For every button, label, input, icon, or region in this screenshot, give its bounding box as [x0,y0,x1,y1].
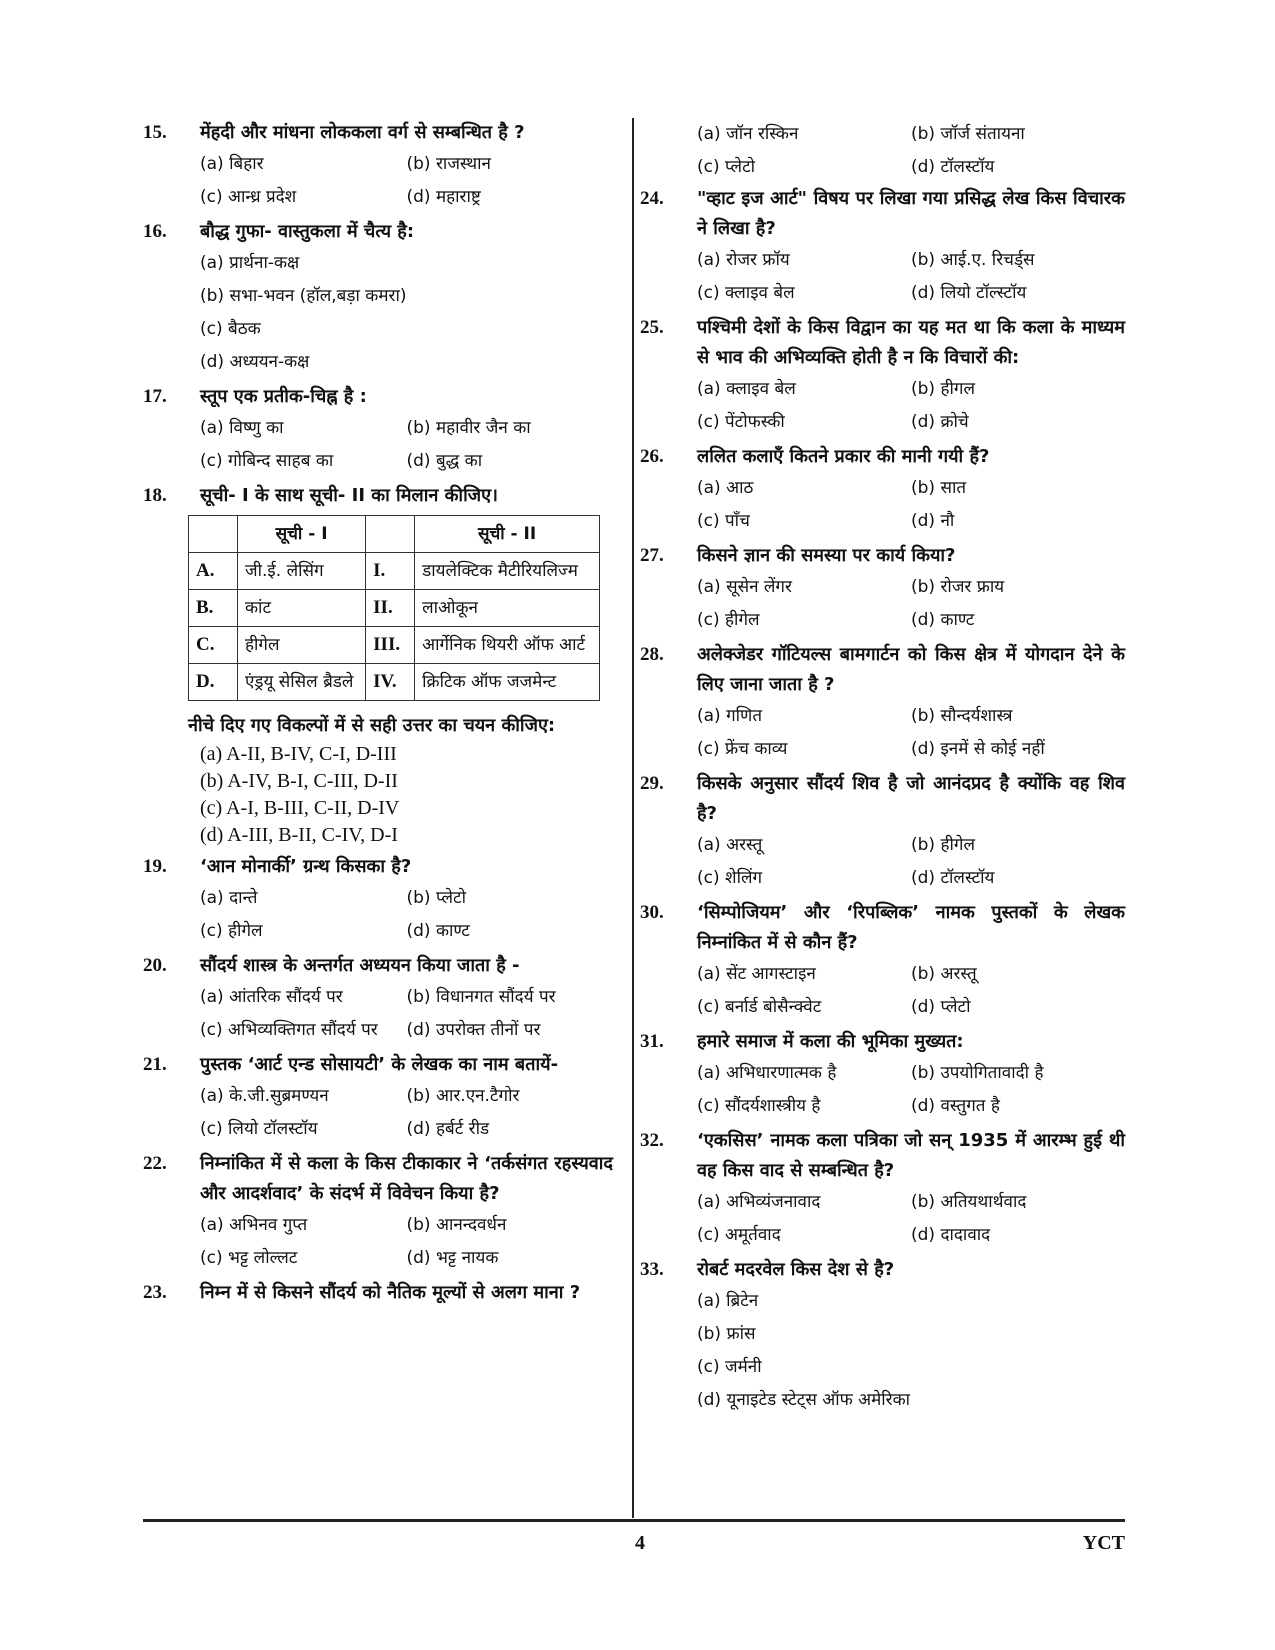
option: (d) टॉलस्टॉय [911,157,995,177]
option-row [200,412,613,445]
question-22 [143,1149,613,1275]
question-28 [640,640,1125,766]
option: (a) क्लाइव बेल [697,379,796,399]
question-18 [143,481,613,849]
row-item: कांट [238,590,366,627]
question-30 [640,898,1125,1024]
option-row [200,768,613,795]
option: (d) A-III, B-II, C-IV, D-I [200,824,398,846]
option: (b) सौन्दर्यशास्त्र [911,706,1013,726]
option: (a) आठ [697,478,754,498]
row-match: आर्गेनिक थियरी ऑफ आर्ट [415,627,600,664]
question-number: 30. [640,902,664,923]
option: (d) काण्ट [911,610,975,630]
match-row [189,664,600,701]
options [200,412,613,478]
question-number: 25. [640,317,664,338]
options [697,373,1125,439]
brand-label: YCT [1082,1532,1125,1554]
option: (c) शेलिंग [697,868,763,888]
option: (a) A-II, B-IV, C-I, D-III [200,743,397,765]
option: (d) क्रोचे [911,412,969,432]
question-32 [640,1126,1125,1252]
question-number: 33. [640,1259,664,1280]
option: (b) उपयोगितावादी है [911,1063,1044,1083]
row-roman: I. [366,553,415,590]
options [697,571,1125,637]
option: (c) हीगेल [200,921,263,941]
question-20 [143,951,613,1047]
options [697,958,1125,1024]
option: (a) अभिधारणात्मक है [697,1063,837,1083]
left-questions-top [143,118,613,478]
question-number: 19. [143,856,167,877]
option: (a) अरस्तू [697,835,763,855]
option: (d) नौ [911,511,955,531]
option: (b) फ्रांस [697,1324,756,1344]
question-29 [640,769,1125,895]
match-row [189,553,600,590]
options [200,1209,613,1275]
option: (a) बिहार [200,154,264,174]
option-row [200,1014,613,1047]
option: (c) गोबिन्द साहब का [200,451,334,471]
option: (a) ब्रिटेन [697,1291,759,1311]
option-row [697,1057,1125,1090]
option-row [200,280,613,313]
option-row [200,148,613,181]
option: (b) विधानगत सौंदर्य पर [406,987,556,1007]
option: (d) वस्तुगत है [911,1096,1000,1116]
row-match: क्रिटिक ऑफ जजमेन्ट [415,664,600,701]
option-row [697,1090,1125,1123]
question-17 [143,382,613,478]
option: (d) अध्ययन-कक्ष [200,352,310,372]
option: (c) बर्नार्ड बोसैन्क्वेट [697,997,822,1017]
option-row [200,741,613,768]
option-row [697,700,1125,733]
question-number: 27. [640,545,664,566]
option: (d) काण्ट [406,921,470,941]
question-number: 22. [143,1153,167,1174]
option: (b) महावीर जैन का [406,418,531,438]
option-row [697,505,1125,538]
question-18-options [200,741,613,849]
match-row [189,590,600,627]
match-row [189,627,600,664]
question-21 [143,1050,613,1146]
option: (a) अभिनव गुप्त [200,1215,308,1235]
option: (b) जॉर्ज संतायना [911,124,1025,144]
option: (c) क्लाइव बेल [697,283,795,303]
option: (c) सौंदर्यशास्त्रीय है [697,1096,821,1116]
question-text: पश्चिमी देशों के किस विद्वान का यह मत था कि कला के माध्यम से भाव की अभिव्यक्ति होती है न कि विचारों की: [697,317,1125,368]
page-number: 4 [635,1532,645,1554]
option: (b) A-IV, B-I, C-III, D-II [200,770,398,792]
question-number: 29. [640,773,664,794]
options [697,700,1125,766]
match-table-header [189,516,600,553]
option-row [200,795,613,822]
row-item: जी.ई. लेसिंग [238,553,366,590]
right-questions [640,184,1125,1417]
list-1-header: सूची - I [238,516,366,553]
option-row [697,1285,1125,1318]
option-row [697,958,1125,991]
question-26 [640,442,1125,538]
option: (b) प्लेटो [406,888,466,908]
option: (c) A-I, B-III, C-II, D-IV [200,797,400,819]
option-row [697,1384,1125,1417]
row-roman: III. [366,627,415,664]
option: (a) अभिव्यंजनावाद [697,1192,821,1212]
options [697,1186,1125,1252]
option-row [697,373,1125,406]
option-row [697,1186,1125,1219]
options [200,882,613,948]
option-row [697,1219,1125,1252]
option: (d) लियो टॉल्स्टॉय [911,283,1027,303]
question-text: पुस्तक ‘आर्ट एन्ड सोसायटी’ के लेखक का नाम बतायें- [200,1054,559,1075]
options [200,981,613,1047]
option: (a) प्रार्थना-कक्ष [200,253,300,273]
question-text: सूची- I के साथ सूची- II का मिलान कीजिए। [200,485,498,506]
question-31 [640,1027,1125,1123]
option: (c) आन्ध्र प्रदेश [200,187,297,207]
option: (c) पाँच [697,511,750,531]
option-row [697,244,1125,277]
option: (b) सात [911,478,967,498]
option: (c) लियो टॉलस्टॉय [200,1119,318,1139]
question-23 [143,1278,613,1308]
question-number: 21. [143,1054,167,1075]
option-row [697,829,1125,862]
option: (b) आर.एन.टैगोर [406,1086,520,1106]
question-24 [640,184,1125,310]
option: (c) जर्मनी [697,1357,762,1377]
column-divider [632,118,634,1518]
question-text: सौंदर्य शास्त्र के अन्तर्गत अध्ययन किया जाता है - [200,955,520,976]
option-row [697,1318,1125,1351]
question-number: 32. [640,1130,664,1151]
question-number: 16. [143,221,167,242]
option: (d) भट्ट नायक [406,1248,499,1268]
option-row [200,822,613,849]
question-text: किसके अनुसार सौंदर्य शिव है जो आनंदप्रद है क्योंकि वह शिव है? [697,773,1125,824]
question-33 [640,1255,1125,1417]
question-text: अलेक्जेडर गॉटियल्स बामगार्टन को किस क्षेत्र में योगदान देने के लिए जाना जाता है ? [697,644,1125,695]
option: (d) प्लेटो [911,997,971,1017]
option-row [697,472,1125,505]
question-27 [640,541,1125,637]
right-column [640,118,1125,1420]
option: (c) अमूर्तवाद [697,1225,781,1245]
question-19 [143,852,613,948]
question-23-options [697,118,1125,184]
options [697,244,1125,310]
row-roman: II. [366,590,415,627]
option-row [200,181,613,214]
question-text: स्तूप एक प्रतीक-चिह्न है : [200,386,367,407]
option: (d) बुद्ध का [406,451,483,471]
row-item: हीगेल [238,627,366,664]
option: (d) यूनाइटेड स्टेट्स ऑफ अमेरिका [697,1390,911,1410]
option-row [200,346,613,379]
option-row [697,991,1125,1024]
question-text: बौद्ध गुफा- वास्तुकला में चैत्य है: [200,221,415,242]
option-row [200,1080,613,1113]
option-row [200,247,613,280]
option: (c) अभिव्यक्तिगत सौंदर्य पर [200,1020,378,1040]
option: (c) हीगेल [697,610,760,630]
question-number: 24. [640,188,664,209]
question-number: 31. [640,1031,664,1052]
option: (c) पेंटोफस्की [697,412,785,432]
option: (d) टॉलस्टॉय [911,868,995,888]
question-text: ललित कलाएँ कितने प्रकार की मानी गयी हैं? [697,446,990,467]
row-match: लाओकून [415,590,600,627]
row-key: D. [189,664,238,701]
option-row [200,313,613,346]
option: (a) रोजर फ्रॉय [697,250,790,270]
option: (b) रोजर फ्राय [911,577,1005,597]
option: (a) गणित [697,706,763,726]
row-roman: IV. [366,664,415,701]
question-text: किसने ज्ञान की समस्या पर कार्य किया? [697,545,956,566]
option-row [697,151,1125,184]
question-15 [143,118,613,214]
option: (b) हीगेल [911,835,975,855]
row-key: C. [189,627,238,664]
row-key: A. [189,553,238,590]
question-number: 18. [143,485,167,506]
option-row [200,445,613,478]
match-table [188,515,600,701]
question-25 [640,313,1125,439]
options [200,148,613,214]
option: (a) सूसेन लेंगर [697,577,792,597]
option: (c) बैठक [200,319,261,339]
match-table-body [189,553,600,701]
question-number: 28. [640,644,664,665]
question-text: रोबर्ट मदरवेल किस देश से है? [697,1259,895,1280]
question-text: ‘सिम्पोजियम’ और ‘रिपब्लिक’ नामक पुस्तकों के लेखक निम्नांकित में से कौन हैं? [697,902,1125,953]
option-row [697,571,1125,604]
options [697,829,1125,895]
row-item: एंड्रयू सेसिल ब्रैडले [238,664,366,701]
options [697,472,1125,538]
list-2-header: सूची - II [415,516,600,553]
option: (a) आंतरिक सौंदर्य पर [200,987,343,1007]
question-number: 20. [143,955,167,976]
option: (d) उपरोक्त तीनों पर [406,1020,541,1040]
option: (a) जॉन रस्किन [697,124,799,144]
options [200,247,613,379]
option-row [200,882,613,915]
left-column [143,118,613,1311]
question-text: निम्नांकित में से कला के किस टीकाकार ने ‘तर्कसंगत रहस्यवाद और आदर्शवाद’ के संदर्भ में विवेचन किया है? [200,1153,613,1204]
question-text: "व्हाट इज आर्ट" विषय पर लिखा गया प्रसिद्ध लेख किस विचारक ने लिखा है? [697,188,1125,239]
option: (a) सेंट आगस्टाइन [697,964,816,984]
question-number: 17. [143,386,167,407]
row-key: B. [189,590,238,627]
option: (c) भट्ट लोल्लट [200,1248,298,1268]
question-text: हमारे समाज में कला की भूमिका मुख्यत: [697,1031,964,1052]
left-questions-bottom [143,852,613,1308]
instruction-text: नीचे दिए गए विकल्पों में से सही उत्तर का चयन कीजिए: [188,715,556,736]
question-number: 23. [143,1282,167,1303]
option-row [200,1113,613,1146]
option: (d) दादावाद [911,1225,991,1245]
row-match: डायलेक्टिक मैटीरियलिज्म [415,553,600,590]
option: (b) आनन्दवर्धन [406,1215,507,1235]
footer-rule [143,1519,1125,1522]
option-row [697,277,1125,310]
option-row [697,862,1125,895]
option: (a) के.जी.सुब्रमण्यन [200,1086,329,1106]
option-row [697,1351,1125,1384]
option-row [200,1209,613,1242]
option-row [697,406,1125,439]
option-row [200,1242,613,1275]
question-number: 26. [640,446,664,467]
option: (a) विष्णु का [200,418,284,438]
options [697,1057,1125,1123]
option-row [697,604,1125,637]
option: (d) महाराष्ट्र [406,187,481,207]
option: (c) प्लेटो [697,157,756,177]
option-row [200,981,613,1014]
option: (c) फ्रेंच काव्य [697,739,788,759]
option-row [697,733,1125,766]
question-text: निम्न में से किसने सौंदर्य को नैतिक मूल्यों से अलग माना ? [200,1282,581,1303]
option: (a) दान्ते [200,888,258,908]
option: (b) राजस्थान [406,154,491,174]
options [697,1285,1125,1417]
option: (b) सभा-भवन (हॉल,बड़ा कमरा) [200,286,407,306]
question-number: 15. [143,122,167,143]
question-16 [143,217,613,379]
options [200,1080,613,1146]
question-text: मेंहदी और मांधना लोककला वर्ग से सम्बन्धित है ? [200,122,525,143]
option-row [200,915,613,948]
option: (b) हीगल [911,379,975,399]
option-row [697,118,1125,151]
option: (d) इनमें से कोई नहीं [911,739,1045,759]
option: (b) अरस्तू [911,964,977,984]
option: (b) अतियथार्थवाद [911,1192,1027,1212]
option: (d) हर्बर्ट रीड [406,1119,490,1139]
question-text: ‘आन मोनार्की’ ग्रन्थ किसका है? [200,856,412,877]
question-text: ‘एकसिस’ नामक कला पत्रिका जो सन् 1935 में आरम्भ हुई थी वह किस वाद से सम्बन्धित है? [697,1130,1125,1181]
option: (b) आई.ए. रिचर्ड्स [911,250,1035,270]
